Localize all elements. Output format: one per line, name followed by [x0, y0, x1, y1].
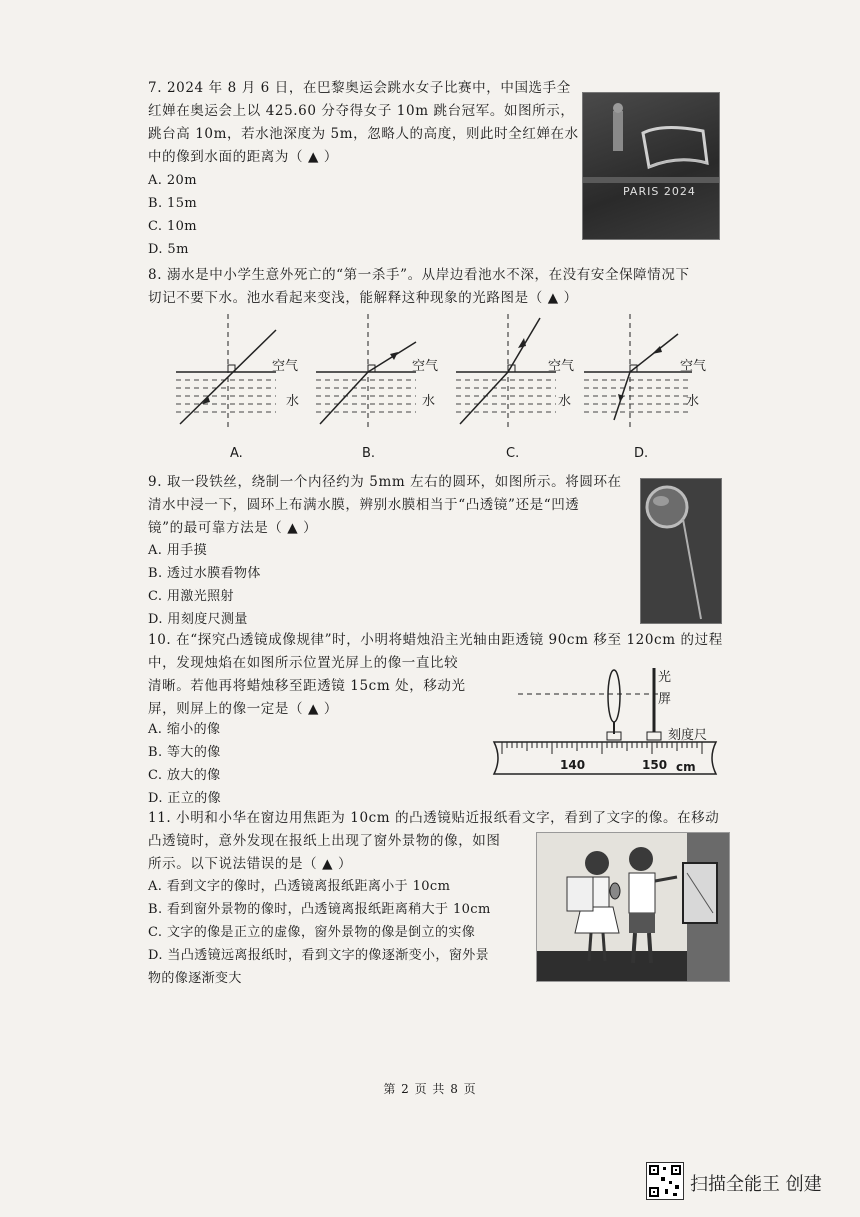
q9-option-a: A. 用手摸: [148, 543, 208, 558]
q10-option-c: C. 放大的像: [148, 768, 221, 783]
q7-option-d: D. 5m: [148, 242, 189, 257]
diagram-b-air-label: 空气: [412, 359, 439, 374]
diagram-c-air-label: 空气: [548, 359, 575, 374]
q9-line-1: 9. 取一段铁丝，绕制一个内径约为 5mm 左右的圆环，如图所示。将圆环在: [148, 474, 622, 490]
q11-line-1: 11. 小明和小华在窗边用焦距为 10cm 的凸透镜贴近报纸看文字，看到了文字的像。在移动: [148, 810, 720, 826]
q8-line-2: 切记不要下水。池水看起来变浅，能解释这种现象的光路图是（ ▲ ）: [148, 290, 578, 306]
q7-line-1: 7. 2024 年 8 月 6 日，在巴黎奥运会跳水女子比赛中，中国选手全: [148, 80, 571, 96]
window-lens-illustration: [536, 832, 730, 982]
screen-label-2: 屏: [658, 692, 672, 707]
diving-photo-art: [583, 93, 719, 239]
diagram-d-air-label: 空气: [680, 359, 707, 374]
q7-line-3: 跳台高 10m，若水池深度为 5m，忽略人的高度，则此时全红婵在水: [148, 126, 579, 142]
q11-option-d-cont: 物的像逐渐变大: [148, 971, 242, 986]
q7-option-c: C. 10m: [148, 219, 198, 234]
q10-option-b: B. 等大的像: [148, 745, 221, 760]
light-path-diagram-a: [172, 312, 302, 460]
diagram-a-air-label: 空气: [272, 359, 299, 374]
q9-option-c: C. 用激光照射: [148, 589, 234, 604]
children-window-art: [537, 833, 729, 981]
tick-label-150: 150: [642, 758, 668, 772]
diagram-b-water-label: 水: [422, 394, 436, 409]
diagram-b-label: B.: [362, 446, 376, 461]
q7-option-b: B. 15m: [148, 196, 198, 211]
paris-2024-text: PARIS 2024: [623, 185, 696, 198]
q8-line-1: 8. 溺水是中小学生意外死亡的“第一杀手”。从岸边看池水不深，在没有安全保障情况下: [148, 267, 690, 283]
light-path-diagram-b: [312, 312, 442, 460]
wire-ring-photo: [640, 478, 722, 624]
q7-option-a: A. 20m: [148, 173, 197, 188]
q9-line-3: 镜”的最可靠方法是（ ▲ ）: [148, 520, 318, 536]
diagram-a-water-label: 水: [286, 394, 300, 409]
diagram-c-label: C.: [506, 446, 520, 461]
q10-line-4: 屏，则屏上的像一定是（ ▲ ）: [148, 701, 338, 717]
q10-option-d: D. 正立的像: [148, 791, 222, 806]
unit-label: cm: [676, 760, 696, 774]
diving-platform-photo: [582, 92, 720, 240]
q7-line-4: 中的像到水面的距离为（ ▲ ）: [148, 149, 338, 165]
q7-line-2: 红婵在奥运会上以 425.60 分夺得女子 10m 跳台冠军。如图所示，: [148, 103, 575, 119]
q9-option-d: D. 用刻度尺测量: [148, 612, 248, 627]
light-path-diagram-c: [452, 312, 582, 460]
q11-option-d: D. 当凸透镜远离报纸时，看到文字的像逐渐变小，窗外景: [148, 948, 490, 963]
q11-option-c: C. 文字的像是正立的虚像，窗外景物的像是倒立的实像: [148, 925, 476, 940]
q10-line-3: 清晰。若他再将蜡烛移至距透镜 15cm 处，移动光: [148, 678, 466, 694]
q9-line-2: 清水中浸一下，圆环上布满水膜，辨别水膜相当于“凸透镜”还是“凹透: [148, 497, 580, 513]
q11-line-3: 所示。以下说法错误的是（ ▲ ）: [148, 856, 353, 872]
diagram-d-label: D.: [634, 446, 649, 461]
light-path-diagram-d: [582, 312, 712, 460]
q11-option-a: A. 看到文字的像时，凸透镜离报纸距离小于 10cm: [148, 879, 451, 894]
page-number: 第 2 页 共 8 页: [383, 1082, 477, 1096]
diagram-d-water-label: 水: [686, 394, 700, 409]
wire-ring-art: [641, 479, 721, 623]
ruler-label: 刻度尺: [668, 728, 708, 743]
diagram-c-water-label: 水: [558, 394, 572, 409]
qr-code-icon: [646, 1162, 684, 1200]
tick-label-140: 140: [560, 758, 586, 772]
q10-line-2: 中，发现烛焰在如图所示位置光屏上的像一直比较: [148, 655, 459, 671]
q10-line-1: 10. 在“探究凸透镜成像规律”时，小明将蜡烛沿主光轴由距透镜 90cm 移至 120cm 的过程: [148, 632, 723, 648]
q11-line-2: 凸透镜时，意外发现在报纸上出现了窗外景物的像，如图: [148, 833, 501, 849]
q11-option-b: B. 看到窗外景物的像时，凸透镜离报纸距离稍大于 10cm: [148, 902, 491, 917]
diagram-a-label: A.: [230, 446, 243, 461]
screen-label-1: 光: [658, 670, 672, 685]
qr-code-art: [647, 1163, 683, 1199]
q9-option-b: B. 透过水膜看物体: [148, 566, 261, 581]
scanner-watermark: 扫描全能王 创建: [690, 1174, 822, 1195]
q10-option-a: A. 缩小的像: [148, 722, 221, 737]
